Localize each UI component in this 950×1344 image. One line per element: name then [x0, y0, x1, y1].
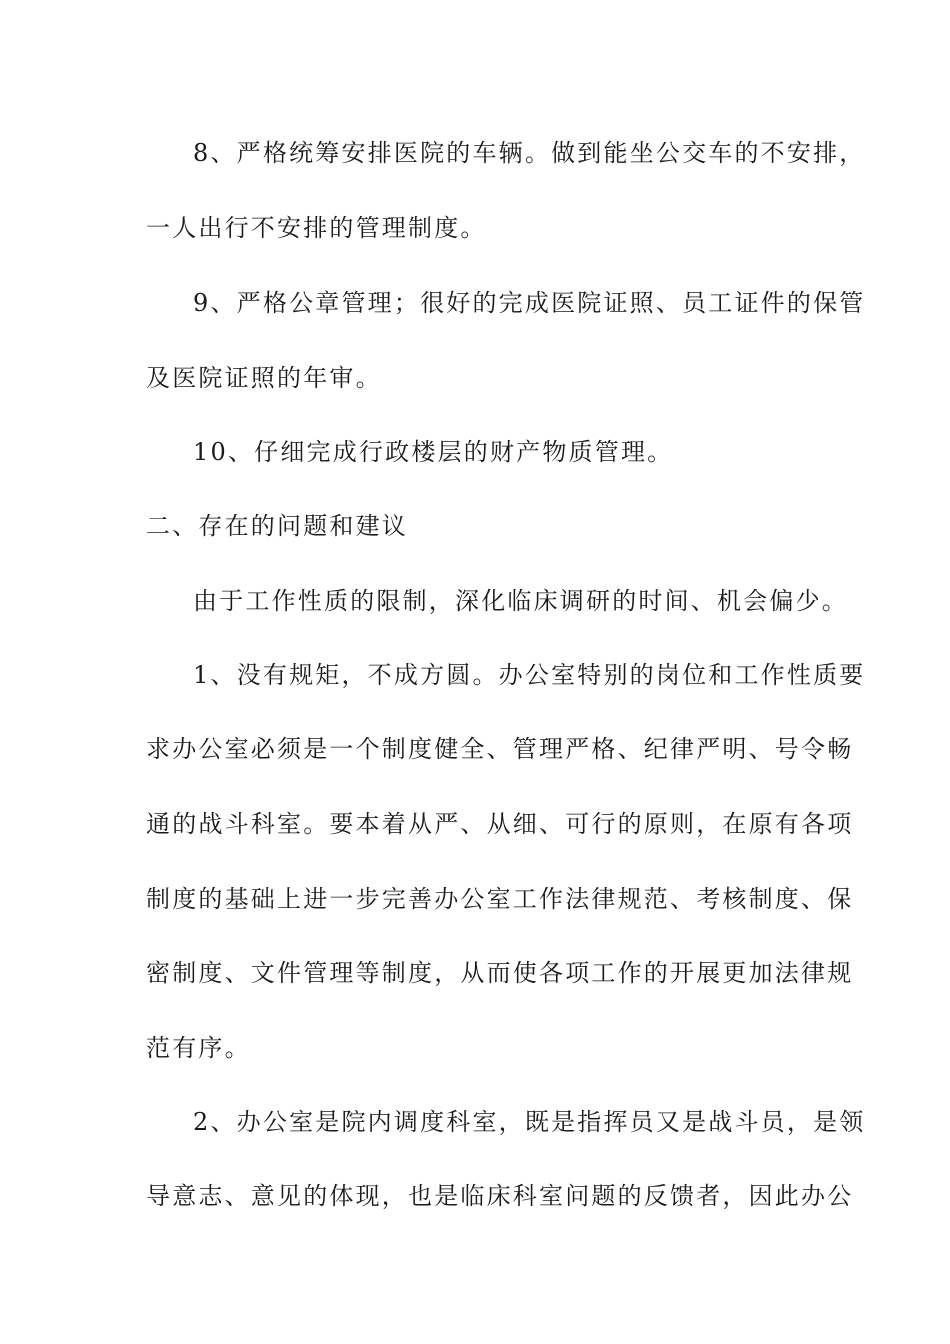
paragraph-2-line-1: 2、办公室是院内调度科室，既是指挥员又是战斗员，是领 [193, 1108, 866, 1136]
paragraph-item-8-line-1: 8、严格统筹安排医院的车辆。做到能坐公交车的不安排， [193, 139, 866, 167]
paragraph-1-line-1: 1、没有规矩，不成方圆。办公室特别的岗位和工作性质要 [193, 661, 866, 689]
paragraph-1-line-6: 范有序。 [146, 1034, 251, 1062]
paragraph-item-9-line-2: 及医院证照的年审。 [146, 364, 382, 392]
paragraph-item-9-line-1: 9、严格公章管理；很好的完成医院证照、员工证件的保管 [193, 289, 866, 317]
paragraph-1-line-5: 密制度、文件管理等制度，从而使各项工作的开展更加法律规 [146, 959, 854, 987]
paragraph-intro: 由于工作性质的限制，深化临床调研的时间、机会偏少。 [193, 587, 848, 615]
paragraph-2-line-2: 导意志、意见的体现，也是临床科室问题的反馈者，因此办公 [146, 1182, 854, 1210]
paragraph-item-8-line-2: 一人出行不安排的管理制度。 [146, 214, 487, 242]
section-heading-problems: 二、存在的问题和建议 [146, 512, 408, 540]
paragraph-1-line-2: 求办公室必须是一个制度健全、管理严格、纪律严明、号令畅 [146, 735, 854, 763]
paragraph-1-line-3: 通的战斗科室。要本着从严、从细、可行的原则，在原有各项 [146, 810, 854, 838]
paragraph-1-line-4: 制度的基础上进一步完善办公室工作法律规范、考核制度、保 [146, 885, 854, 913]
paragraph-item-10: 10、仔细完成行政楼层的财产物质管理。 [193, 438, 674, 466]
